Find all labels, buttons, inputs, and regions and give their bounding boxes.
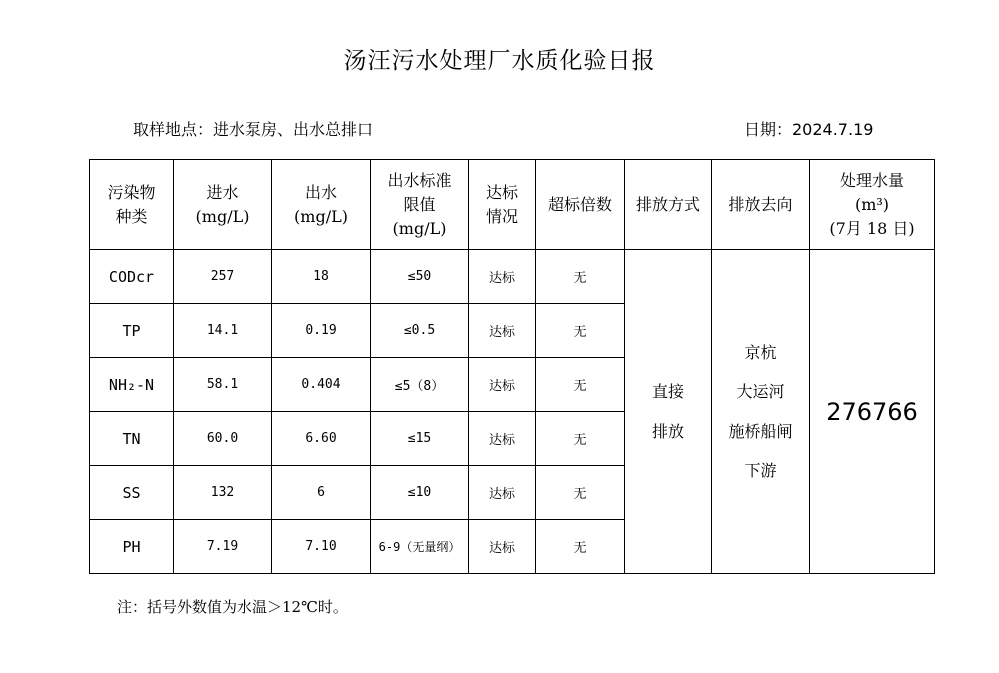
exceed-factor-value: 无: [536, 250, 625, 304]
influent-value: 257: [174, 250, 272, 304]
compliance-status: 达标: [469, 520, 536, 574]
discharge-method-cell: 直接 排放: [625, 250, 712, 574]
standard-limit-value: ≤0.5: [371, 304, 469, 358]
exceed-factor-value: 无: [536, 520, 625, 574]
pollutant-name: NH₂-N: [90, 358, 174, 412]
header-exceed-factor: 超标倍数: [536, 160, 625, 250]
water-quality-table: [89, 159, 935, 574]
header-effluent: 出水 (mg/L): [272, 160, 371, 250]
standard-limit-value: 6-9（无量纲）: [371, 520, 469, 574]
influent-value: 132: [174, 466, 272, 520]
header-compliance: 达标 情况: [469, 160, 536, 250]
pollutant-name: PH: [90, 520, 174, 574]
effluent-value: 6: [272, 466, 371, 520]
pollutant-name: CODcr: [90, 250, 174, 304]
exceed-factor-value: 无: [536, 304, 625, 358]
treated-volume-cell: 276766: [810, 250, 935, 574]
footnote: 注：括号外数值为水温＞12℃时。: [117, 598, 348, 616]
pollutant-name: TP: [90, 304, 174, 358]
standard-limit-value: ≤50: [371, 250, 469, 304]
standard-limit-value: ≤10: [371, 466, 469, 520]
effluent-value: 7.10: [272, 520, 371, 574]
report-title: 汤汪污水处理厂水质化验日报: [343, 48, 656, 74]
influent-value: 7.19: [174, 520, 272, 574]
effluent-value: 0.404: [272, 358, 371, 412]
exceed-factor-value: 无: [536, 358, 625, 412]
compliance-status: 达标: [469, 304, 536, 358]
effluent-value: 0.19: [272, 304, 371, 358]
header-pollutant: 污染物 种类: [90, 160, 174, 250]
compliance-status: 达标: [469, 412, 536, 466]
exceed-factor-value: 无: [536, 466, 625, 520]
header-treated-volume: 处理水量 (m³) (7月 18 日): [810, 160, 935, 250]
report-date: 日期：2024.7.19: [744, 120, 874, 139]
header-discharge-method: 排放方式: [625, 160, 712, 250]
influent-value: 58.1: [174, 358, 272, 412]
header-discharge-destination: 排放去向: [712, 160, 810, 250]
header-standard-limit: 出水标准 限值 (mg/L): [371, 160, 469, 250]
pollutant-name: TN: [90, 412, 174, 466]
header-influent: 进水 (mg/L): [174, 160, 272, 250]
table-row: [90, 250, 935, 304]
standard-limit-value: ≤5（8）: [371, 358, 469, 412]
exceed-factor-value: 无: [536, 412, 625, 466]
influent-value: 60.0: [174, 412, 272, 466]
pollutant-name: SS: [90, 466, 174, 520]
effluent-value: 6.60: [272, 412, 371, 466]
compliance-status: 达标: [469, 358, 536, 412]
standard-limit-value: ≤15: [371, 412, 469, 466]
compliance-status: 达标: [469, 466, 536, 520]
header-row: [90, 160, 935, 250]
discharge-destination-cell: 京杭 大运河 施桥船闸 下游: [712, 250, 810, 574]
sampling-location: 取样地点：进水泵房、出水总排口: [133, 120, 374, 139]
influent-value: 14.1: [174, 304, 272, 358]
compliance-status: 达标: [469, 250, 536, 304]
effluent-value: 18: [272, 250, 371, 304]
